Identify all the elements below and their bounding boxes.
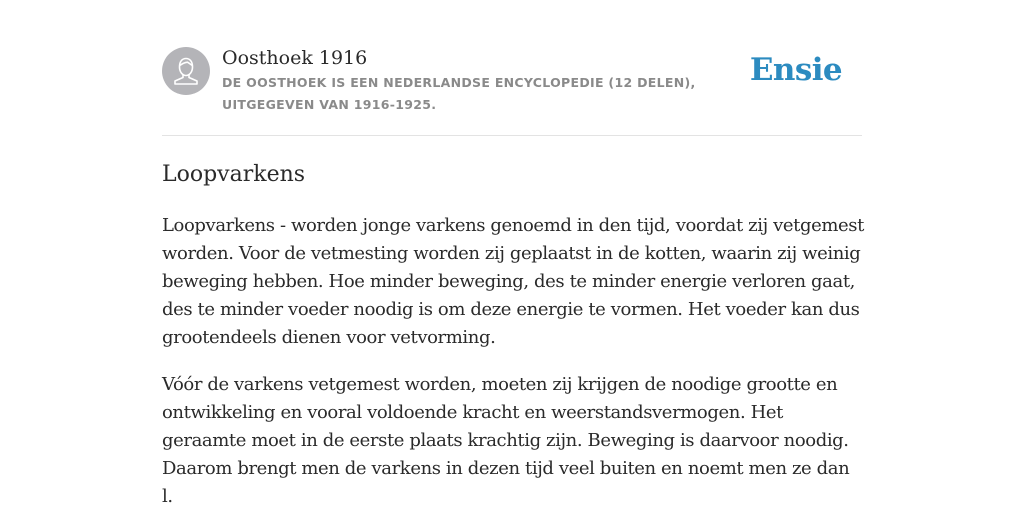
article-body <box>162 212 864 512</box>
ensie-logo[interactable]: Ensie <box>749 52 842 88</box>
source-description: DE OOSTHOEK IS EEN NEDERLANDSE ENCYCLOPEDIE (12 DELEN), UITGEGEVEN VAN 1916-1925. <box>222 75 696 112</box>
header-divider <box>162 135 862 136</box>
article-title: Loopvarkens <box>162 162 306 187</box>
article-paragraph: Loopvarkens - worden jonge varkens genoemd in den tijd, voordat zij vetgemest worden. Voor de vetmesting worden zij geplaatst in de kotten, waarin zij weinig beweging hebben. Hoe minder beweging, des te minder energie verloren gaat, des te minder voeder noodig is om deze energie te vormen. Het voeder kan dus grootendeels dienen voor vetvorming. <box>162 215 864 348</box>
source-title[interactable]: Oosthoek 1916 <box>222 47 368 69</box>
source-header <box>162 44 862 136</box>
user-icon <box>162 47 210 95</box>
article-paragraph: Vóór de varkens vetgemest worden, moeten zij krijgen de noodige grootte en ontwikkeling en vooral voldoende kracht en weerstandsvermogen. Het geraamte moet in de eerste plaats krachtig zijn. Beweging is daarvoor noodig. Daarom brengt men de varkens in dezen tijd veel buiten en noemt men ze dan l. <box>162 374 850 507</box>
avatar[interactable] <box>162 47 210 95</box>
